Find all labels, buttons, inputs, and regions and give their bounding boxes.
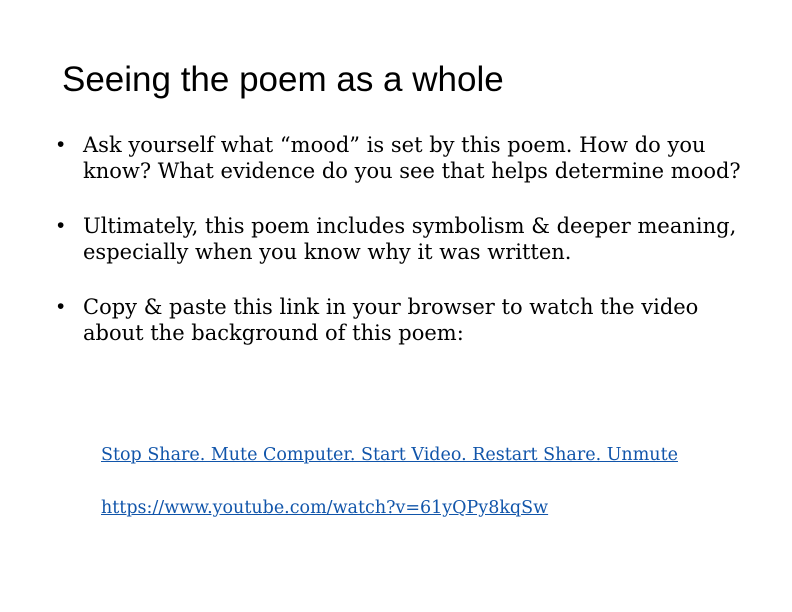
link-list — [101, 441, 761, 522]
slide-title: Seeing the poem as a whole — [62, 60, 504, 99]
bullet-text: Copy & paste this link in your browser to watch the video about the background of this poem: — [83, 295, 699, 345]
bullet-item — [57, 132, 757, 184]
bullet-item — [57, 213, 757, 265]
instructions-link[interactable]: Stop Share. Mute Computer. Start Video. Restart Share. Unmute — [101, 445, 678, 465]
bullet-item — [57, 294, 757, 346]
bullet-text: Ultimately, this poem includes symbolism & deeper meaning, especially when you know why it was written. — [83, 214, 737, 264]
bullet-list — [57, 132, 757, 346]
youtube-video-link[interactable]: https://www.youtube.com/watch?v=61yQPy8kqSw — [101, 498, 549, 518]
bullet-marker: • — [57, 295, 65, 318]
bullet-text: Ask yourself what “mood” is set by this poem. How do you know? What evidence do you see that helps determine mood? — [83, 133, 741, 183]
bullet-marker: • — [57, 133, 65, 156]
bullet-marker: • — [57, 214, 65, 237]
